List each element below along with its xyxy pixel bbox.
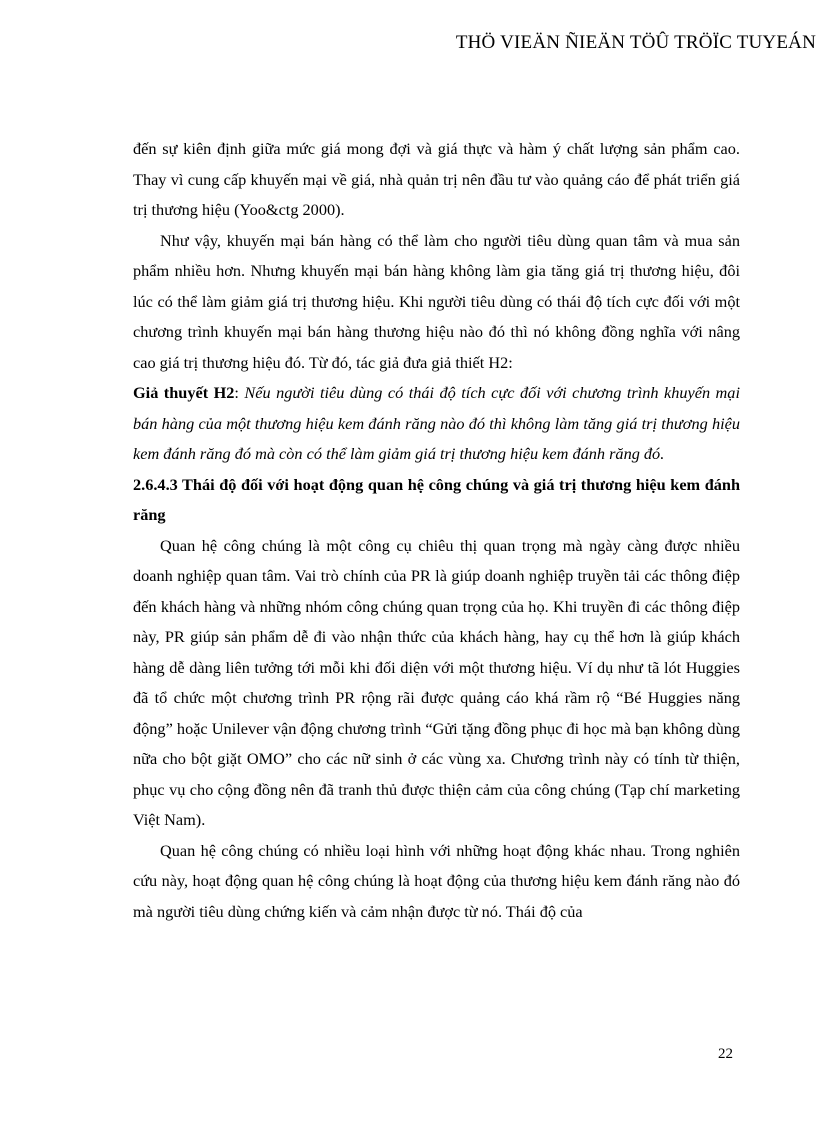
hypothesis-label: Giả thuyết H2 xyxy=(133,383,235,402)
section-heading: 2.6.4.3 Thái độ đối với hoạt động quan hệ công chúng và giá trị thương hiệu kem đánh răng xyxy=(133,474,740,524)
hypothesis-colon: : xyxy=(234,383,245,402)
page-header: THÖ VIEÄN ÑIEÄN TÖÛ TRÖÏC TUYEÁN xyxy=(455,32,816,53)
paragraph-pr-types: Quan hệ công chúng có nhiều loại hình với những hoạt động khác nhau. Trong nghiên cứu này, hoạt động quan hệ công chúng là hoạt động của thương hiệu kem đánh răng nào đó mà người tiêu dùng chứng kiến và cảm nhận được từ nó. Thái độ của xyxy=(133,840,740,921)
hypothesis-h2 xyxy=(133,378,740,470)
document-body xyxy=(133,134,740,927)
paragraph-sales-promotion: Như vậy, khuyến mại bán hàng có thể làm cho người tiêu dùng quan tâm và mua sản phẩm nhiều hơn. Nhưng khuyến mại bán hàng không làm gia tăng giá trị thương hiệu, đôi lúc có thể làm giảm giá trị thương hiệu. Khi người tiêu dùng có thái độ tích cực đối với một chương trình khuyến mại bán hàng thương hiệu nào đó thì nó không đồng nghĩa với nâng cao giá trị thương hiệu đó. Từ đó, tác giả đưa giả thiết H2: xyxy=(133,230,740,372)
hypothesis-text: Nếu người tiêu dùng có thái độ tích cực đối với chương trình khuyến mại bán hàng của một thương hiệu kem đánh răng nào đó thì không làm tăng giá trị thương hiệu kem đánh răng đó mà còn có thể làm giảm giá trị thương hiệu kem đánh răng đó. xyxy=(133,383,740,463)
paragraph-continuation: đến sự kiên định giữa mức giá mong đợi và giá thực và hàm ý chất lượng sản phẩm cao. Thay vì cung cấp khuyến mại về giá, nhà quản trị nên đầu tư vào quảng cáo để phát triển giá trị thương hiệu (Yoo&ctg 2000). xyxy=(133,139,740,219)
page-number: 22 xyxy=(718,1046,733,1062)
paragraph-public-relations: Quan hệ công chúng là một công cụ chiêu thị quan trọng mà ngày càng được nhiều doanh nghiệp quan tâm. Vai trò chính của PR là giúp doanh nghiệp truyền tải các thông điệp đến khách hàng và những nhóm công chúng quan trọng của họ. Khi truyền đi các thông điệp này, PR giúp sản phẩm dễ đi vào nhận thức của khách hàng, hay cụ thể hơn là giúp khách hàng dễ dàng liên tưởng tới mỗi khi đối diện với một thương hiệu. Ví dụ như tã lót Huggies đã tổ chức một chương trình PR rộng rãi được quảng cáo khá rầm rộ “Bé Huggies năng động” hoặc Unilever vận động chương trình “Gửi tặng đồng phục đi học mà bạn không dùng nữa cho bột giặt OMO” cho các nữ sinh ở các vùng xa. Chương trình này có tính từ thiện, phục vụ cho cộng đồng nên đã tranh thủ được thiện cảm của công chúng (Tạp chí marketing Việt Nam). xyxy=(133,535,740,829)
